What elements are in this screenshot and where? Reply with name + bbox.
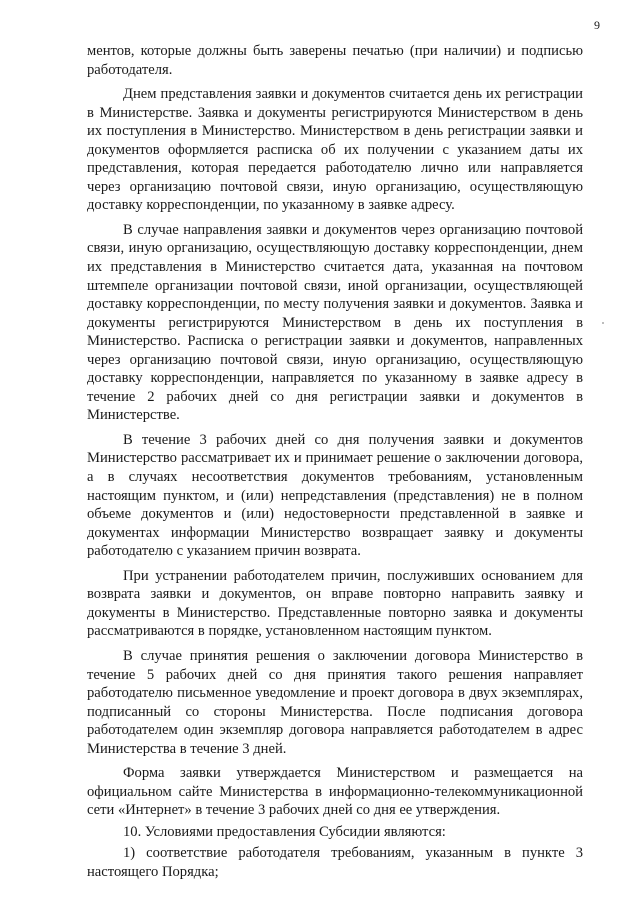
- paragraph-resubmission: При устранении работодателем причин, послуживших основанием для возврата заявки и документов, он вправе повторно направить заявку и документы в Министерство. Представленные повторно заявка и документы рассматриваются в порядке, установленном настоящим пунктом.: [87, 567, 583, 640]
- document-body: [87, 42, 583, 882]
- paragraph-review-period: В течение 3 рабочих дней со дня получения заявки и документов Министерство рассматривает их и принимает решение о заключении договора, а в случаях несоответствия документов требованиям, установленным настоящим пунктом, и (или) непредставления (представления) не в полном объеме документов и (или) недостоверности представленной в заявке и документах информации Министерство возвращает заявку и документы работодателю с указанием причин возврата.: [87, 431, 583, 560]
- paragraph-conditions-heading: 10. Условиями предоставления Субсидии являются:: [123, 823, 446, 840]
- paragraph-contract-decision: В случае принятия решения о заключении договора Министерство в течение 5 рабочих дней со дня принятия такого решения направляет работодателю письменное уведомление и проект договора в двух экземплярах, подписанный со стороны Министерства. После подписания договора работодателем один экземпляр договора направляется работодателем в адрес Министерства в течение 3 дней.: [87, 647, 583, 757]
- page-number: 9: [594, 18, 600, 32]
- margin-dot: [602, 322, 604, 324]
- paragraph-registration-date: Днем представления заявки и документов считается день их регистрации в Министерстве. Заявка и документы регистрируются Министерством в день их поступления в Министерство. Министерством в день регистрации заявки и документов оформляется расписка об их получении с указанием даты их представления, которая передается работодателю лично или направляется через организацию почтовой связи, иную организацию, осуществляющую доставку корреспонденции, по указанному в заявке адресу.: [87, 86, 583, 214]
- paragraph-postal-submission: В случае направления заявки и документов через организацию почтовой связи, иную организацию, осуществляющую доставку корреспонденции, днем их представления в Министерство считается дата, указанная на почтовом штемпеле организации почтовой связи, иной организации, осуществляющей доставку корреспонденции, по месту получения заявки и документов. Заявка и документы регистрируются Министерством в день их поступления в Министерство. Расписка о регистрации заявки и документов, направленных через организацию почтовой связи, иную организацию, осуществляющую доставку корреспонденции, направляется по указанному в заявке адресу в течение 2 рабочих дней со дня регистрации заявки и документов в Министерстве.: [87, 221, 583, 424]
- paragraph-condition-1: 1) соответствие работодателя требованиям, указанным в пункте 3 настоящего Порядка;: [87, 845, 583, 880]
- paragraph-application-form: Форма заявки утверждается Министерством и размещается на официальном сайте Министерства в информационно-телекоммуникационной сети «Интернет» в течение 3 рабочих дней со дня ее утверждения.: [87, 765, 583, 819]
- paragraph-continuation: ментов, которые должны быть заверены печатью (при наличии) и подписью работодателя.: [87, 43, 583, 78]
